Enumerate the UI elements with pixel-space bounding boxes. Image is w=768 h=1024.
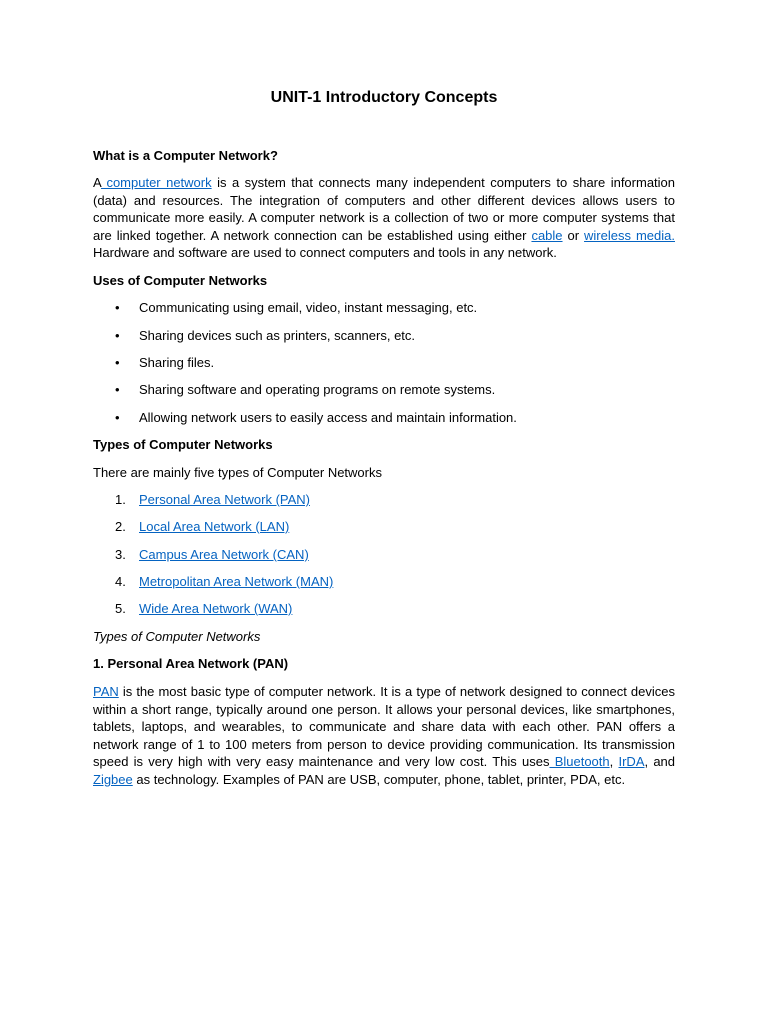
paragraph-pan <box>93 683 675 789</box>
text-run: , and <box>644 754 676 770</box>
list-item-text: Communicating using email, video, instant messaging, etc. <box>139 300 478 315</box>
link-irda[interactable]: IrDA <box>618 754 645 770</box>
types-intro: There are mainly five types of Computer Networks <box>93 465 382 480</box>
list-item <box>93 327 675 345</box>
bullet-icon: • <box>115 300 120 315</box>
list-item <box>93 409 675 427</box>
section-heading-types: Types of Computer Networks <box>93 437 273 452</box>
list-item-text: Sharing files. <box>139 355 215 370</box>
link-cable[interactable]: cable <box>531 227 563 243</box>
list-item <box>93 546 675 564</box>
list-item <box>93 491 675 509</box>
page-title: UNIT-1 Introductory Concepts <box>270 89 498 106</box>
list-item-text: Sharing devices such as printers, scanners, etc. <box>139 328 416 343</box>
figure-caption: Types of Computer Networks <box>93 629 261 644</box>
bullet-icon: • <box>115 355 120 370</box>
section-heading-pan: 1. Personal Area Network (PAN) <box>93 656 289 671</box>
text-run: or <box>562 227 585 243</box>
list-item <box>93 518 675 536</box>
link-can[interactable]: Campus Area Network (CAN) <box>139 547 309 562</box>
list-item <box>93 573 675 591</box>
bullet-icon: • <box>115 328 120 343</box>
section-heading-uses: Uses of Computer Networks <box>93 273 268 288</box>
text-run: , <box>609 754 619 770</box>
list-item <box>93 299 675 317</box>
link-wan[interactable]: Wide Area Network (WAN) <box>139 601 293 616</box>
link-pan[interactable]: Personal Area Network (PAN) <box>139 492 310 507</box>
list-number: 4. <box>115 574 126 589</box>
text-run: is the most basic type of computer network. It is a type of network designed to connect devices within a short range, typically around one person. It allows your personal devices, like smartphones, tablets, laptops, and wearables, to communicate and share data with each other. PAN offers a network range of 1 to 100 meters from person to device providing communication. Its transmission speed is very high with very easy maintenance and very low cost. This uses <box>93 684 675 770</box>
list-number: 1. <box>115 492 126 507</box>
link-pan-term[interactable]: PAN <box>93 684 119 699</box>
list-item-text: Sharing software and operating programs on remote systems. <box>139 382 496 397</box>
link-lan[interactable]: Local Area Network (LAN) <box>139 519 290 534</box>
link-wireless-media[interactable]: wireless media. <box>584 227 675 243</box>
paragraph-computer-network <box>93 174 675 262</box>
list-item <box>93 381 675 399</box>
bullet-icon: • <box>115 382 120 397</box>
section-heading-what-is-network: What is a Computer Network? <box>93 148 278 163</box>
link-bluetooth[interactable]: Bluetooth <box>549 754 610 770</box>
list-number: 3. <box>115 547 126 562</box>
list-item-text: Allowing network users to easily access and maintain information. <box>139 410 517 425</box>
text-run: as technology. Examples of PAN are USB, computer, phone, tablet, printer, PDA, etc. <box>132 771 626 787</box>
list-item <box>93 354 675 372</box>
link-zigbee[interactable]: Zigbee <box>93 771 133 787</box>
list-number: 5. <box>115 601 126 616</box>
link-computer-network[interactable]: computer network <box>100 175 212 190</box>
link-man[interactable]: Metropolitan Area Network (MAN) <box>139 574 334 589</box>
list-number: 2. <box>115 519 126 534</box>
bullet-icon: • <box>115 410 120 425</box>
text-run: Hardware and software are used to connect computers and tools in any network. <box>93 245 557 261</box>
text-run: is a system that connects many independent computers to share information (data) and resources. The integration of computers and other different devices allows users to communicate more easily. A computer network is a collection of two or more computer systems that are linked together. A network connection can be established using either <box>93 175 676 243</box>
list-item <box>93 600 675 618</box>
text-run: A <box>93 175 101 190</box>
